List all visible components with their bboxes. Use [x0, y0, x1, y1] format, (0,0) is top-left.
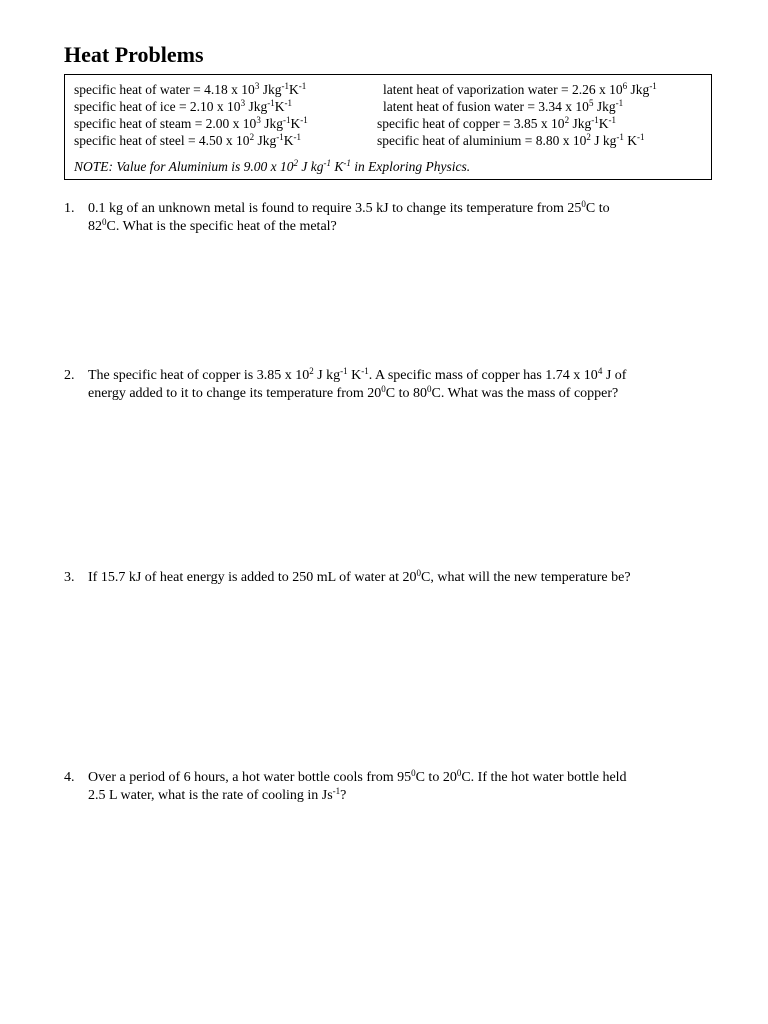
question-text: 0.1 kg of an unknown metal is found to require 3.5 kJ to change its temperature from $25^0C$ to $82^0C$. What is the specific heat of the metal?	[88, 199, 610, 234]
page-title: Heat Problems	[64, 42, 204, 67]
constant-vaporization: latent heat of vaporization water = 2.26 x $10^6$ Jkg$^{-1}$	[383, 81, 657, 97]
question-number: 2.	[64, 368, 75, 383]
constant-ice: specific heat of ice = 2.10 x $10^3$ $Jkg^{-1}K^{-1}$	[74, 98, 292, 114]
question-2	[64, 367, 704, 403]
constant-copper: specific heat of copper = 3.85 x $10^2$ $Jkg^{-1}K^{-1}$	[377, 115, 616, 131]
question-1	[64, 200, 704, 236]
question-text: Over a period of 6 hours, a hot water bottle cools from $95^0C$ to $20^0C$. If the hot water bottle held 2.5 L water, what is the rate of cooling in $Js^{-1}$?	[88, 768, 627, 803]
constant-aluminium: specific heat of aluminium = 8.80 x $10^2$ J $kg^{-1}$ $K^{-1}$	[377, 132, 645, 148]
constant-steam: specific heat of steam = 2.00 x $10^3$ $Jkg^{-1}K^{-1}$	[74, 115, 308, 131]
constant-steel: specific heat of steel = 4.50 x $10^2$ $Jkg^{-1}K^{-1}$	[74, 132, 301, 148]
constants-box	[64, 74, 712, 180]
question-number: 1.	[64, 201, 75, 216]
question-text: The specific heat of copper is 3.85 x $10^2$ J $kg^{-1}$ $K^{-1}$. A specific mass of copper has 1.74 x $10^4$ J of energy added to it to change its temperature from $20^0C$ to $80^0C$. What was the mass of copper?	[88, 366, 627, 401]
question-3	[64, 569, 704, 587]
question-text: If 15.7 kJ of heat energy is added to 250 mL of water at $20^0C$, what will the new temperature be?	[88, 568, 631, 585]
question-number: 3.	[64, 570, 75, 585]
question-number: 4.	[64, 770, 75, 785]
question-4	[64, 769, 704, 805]
constant-water: specific heat of water = 4.18 x $10^3$ $Jkg^{-1}K^{-1}$	[74, 81, 307, 97]
constant-fusion: latent heat of fusion water = 3.34 x $10^5$ Jkg$^{-1}$	[383, 98, 624, 114]
aluminium-note: NOTE: Value for Aluminium is 9.00 x $10^2$ J $kg^{-1}$ $K^{-1}$ in Exploring Physics.	[74, 158, 471, 174]
